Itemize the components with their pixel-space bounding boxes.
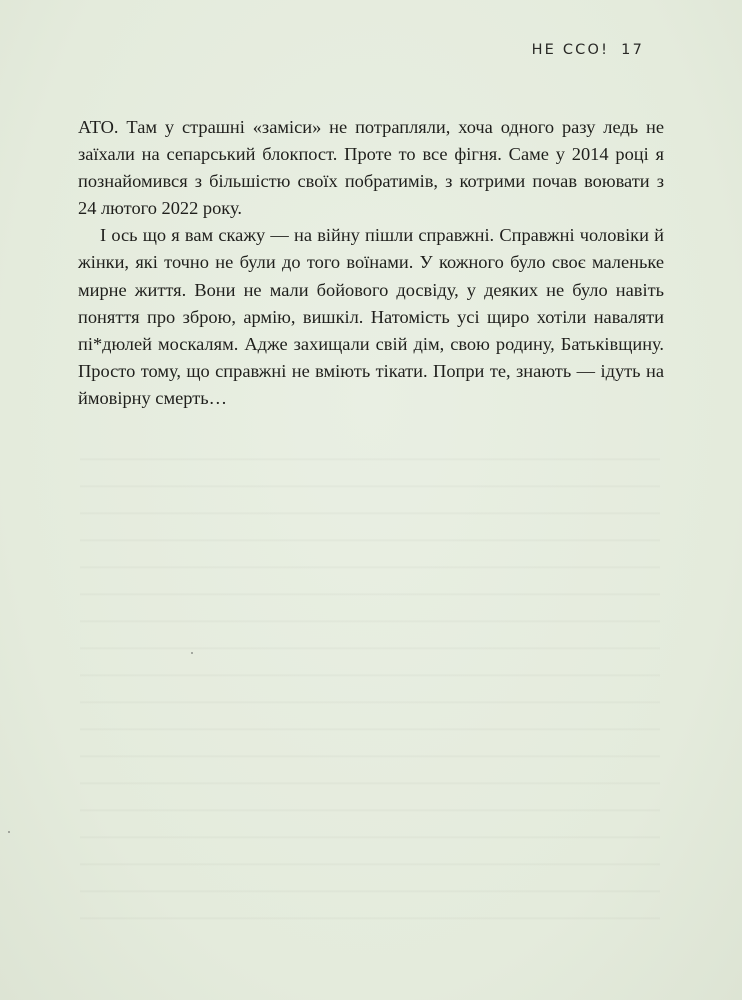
body-text [78,114,664,412]
paragraph-1: АТО. Там у страшні «заміси» не потрапляли, хоча одного разу ледь не заїхали на сепарський блокпост. Проте то все фігня. Саме у 2014 році я познайомився з більшістю своїх побратимів, з котрими почав воювати з 24 лютого 2022 року. [78,117,664,219]
page-number: 17 [621,42,644,58]
paper-speck [191,652,193,654]
paper-speck [8,831,10,833]
running-head-title: НЕ ССО! [531,42,610,58]
running-head [532,42,644,58]
paragraph-2: І ось що я вам скажу — на війну пішли справжні. Справжні чоловіки й жінки, які точно не були до того воїнами. У кожного було своє маленьке мирне життя. Вони не мали бойового досвіду, у деяких не було навіть поняття про зброю, армію, вишкіл. Натомість усі щиро хотіли наваляти пі*дюлей москалям. Адже захищали свій дім, свою родину, Батьківщину. Просто тому, що справжні не вміють тікати. Попри те, знають — ідуть на ймовірну смерть… [78,225,664,408]
show-through-texture [80,440,660,940]
